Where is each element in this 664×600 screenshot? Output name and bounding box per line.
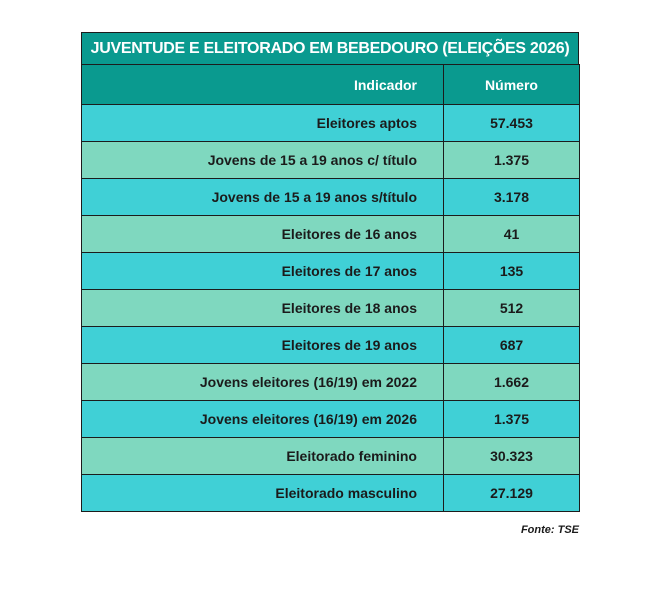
- table-row: [82, 364, 580, 401]
- cell-indicador: Jovens de 15 a 19 anos s/título: [82, 179, 444, 216]
- cell-indicador: Jovens eleitores (16/19) em 2026: [82, 401, 444, 438]
- cell-numero: 41: [444, 216, 580, 253]
- cell-numero: 512: [444, 290, 580, 327]
- cell-indicador: Jovens de 15 a 19 anos c/ título: [82, 142, 444, 179]
- data-table: [81, 64, 580, 512]
- cell-indicador: Eleitores de 16 anos: [82, 216, 444, 253]
- cell-numero: 1.662: [444, 364, 580, 401]
- table-row: [82, 327, 580, 364]
- table-row: [82, 438, 580, 475]
- cell-indicador: Jovens eleitores (16/19) em 2022: [82, 364, 444, 401]
- table-row: [82, 475, 580, 512]
- cell-numero: 3.178: [444, 179, 580, 216]
- cell-indicador: Eleitorado masculino: [82, 475, 444, 512]
- table-row: [82, 290, 580, 327]
- data-table-figure: [81, 32, 579, 512]
- table-title: JUVENTUDE E ELEITORADO EM BEBEDOURO (ELEIÇÕES 2026): [81, 32, 579, 64]
- cell-numero: 30.323: [444, 438, 580, 475]
- cell-indicador: Eleitorado feminino: [82, 438, 444, 475]
- cell-numero: 687: [444, 327, 580, 364]
- table-row: [82, 142, 580, 179]
- column-header-numero: Número: [444, 65, 580, 105]
- table-row: [82, 401, 580, 438]
- cell-numero: 135: [444, 253, 580, 290]
- cell-indicador: Eleitores aptos: [82, 105, 444, 142]
- table-row: [82, 179, 580, 216]
- column-header-indicador: Indicador: [82, 65, 444, 105]
- cell-numero: 57.453: [444, 105, 580, 142]
- cell-numero: 1.375: [444, 401, 580, 438]
- cell-indicador: Eleitores de 19 anos: [82, 327, 444, 364]
- cell-indicador: Eleitores de 18 anos: [82, 290, 444, 327]
- table-row: [82, 253, 580, 290]
- table-header-row: [82, 65, 580, 105]
- cell-numero: 1.375: [444, 142, 580, 179]
- table-body: [82, 105, 580, 512]
- table-row: [82, 216, 580, 253]
- source-caption: Fonte: TSE: [520, 524, 579, 536]
- cell-indicador: Eleitores de 17 anos: [82, 253, 444, 290]
- table-row: [82, 105, 580, 142]
- cell-numero: 27.129: [444, 475, 580, 512]
